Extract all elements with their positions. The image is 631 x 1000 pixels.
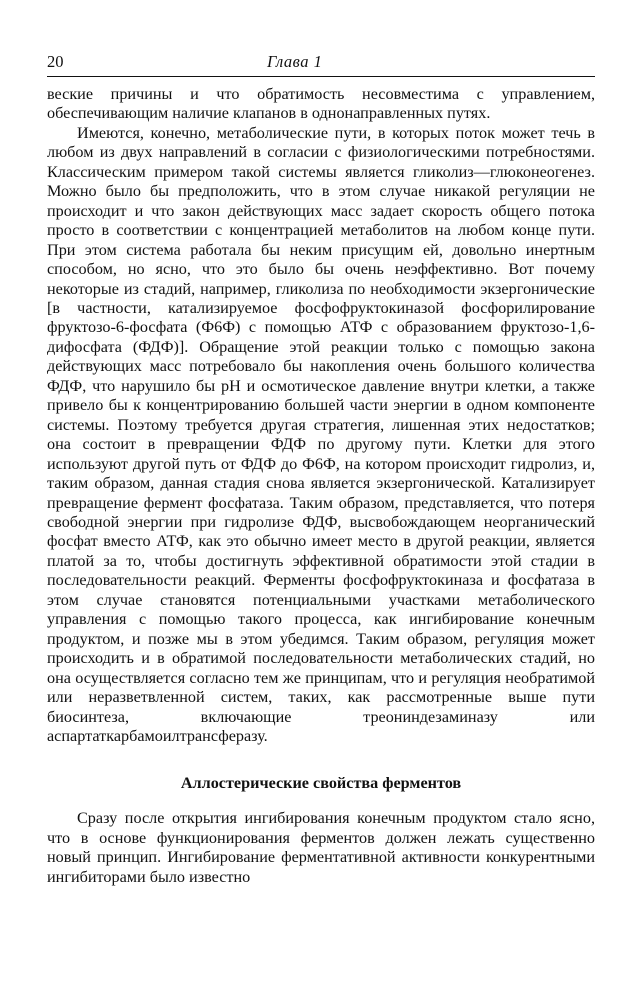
running-head <box>47 52 595 74</box>
paragraph-metabolic-paths: Имеются, конечно, метаболические пути, в которых поток может течь в любом из двух направлений в согласии с физиологическими потребностями. Классическим примером такой системы является гликолиз—глюконеогенез. Можно было бы предположить, что в этом случае никакой регуляции не происходит и что закон действующих масс задает скорость общего потока просто в соответствии с концентрацией метаболитов на любом конце пути. При этом система работала бы неким присущим ей, довольно инертным способом, но ясно, что это было бы очень неэффективно. Вот почему некоторые из стадий, например, гликолиза по необходимости экзергонические [в частности, катализируемое фосфофруктокиназой фосфорилирование фруктозо-6-фосфата (Ф6Ф) с помощью АТФ с образованием фруктозо-1,6-дифосфата (ФДФ)]. Обращение этой реакции только с помощью закона действующих масс потребовало бы накопления очень большого количества ФДФ, что нарушило бы рН и осмотическое давление внутри клетки, а также привело бы к концентрированию большей части энергии в одном компоненте системы. Поэтому требуется другая стратегия, лишенная этих недостатков; она состоит в превращении ФДФ по другому пути. Клетки для этого используют другой путь от ФДФ до Ф6Ф, на котором происходит гидролиз, и, таким образом, данная стадия снова является экзергонической. Катализирует превращение фермент фосфатаза. Таким образом, представляется, что потеря свободной энергии при гидролизе ФДФ, высвобождающем неорганический фосфат вместо АТФ, как это обычно имеет место в другой реакции, является платой за то, чтобы достигнуть эффективной обратимости этой стадии в последовательности реакций. Ферменты фосфофруктокиназа и фосфатаза в этом случае становятся потенциальными участками метаболического управления с помощью такого процесса, как ингибирование конечным продуктом, и позже мы в этом убедимся. Таким образом, регуляция может происходить и в обратимой последовательности метаболических стадий, но она осуществляется согласно тем же принципам, что и регуляция необратимой или неразветвленной систем, таких, как рассмотренные выше пути биосинтеза, включающие треониндезаминазу или аспартаткарбамоилтрансферазу. <box>47 123 595 745</box>
chapter-title: Глава 1 <box>267 52 323 71</box>
paragraph-continuation: веские причины и что обратимость несовместима с управлением, обеспечивающим наличие клапанов в однонаправленных путях. <box>47 85 595 123</box>
section-heading: Аллостерические свойства ферментов <box>180 774 462 793</box>
paragraph-allosteric: Сразу после открытия ингибирования конечным продуктом стало ясно, что в основе функционирования ферментов должен лежать существенно новый принцип. Ингибирование ферментативной активности конкурентными ингибиторами было известно <box>47 809 595 886</box>
header-rule <box>47 76 595 77</box>
book-page <box>47 52 595 887</box>
page-number: 20 <box>47 52 64 71</box>
body-text <box>47 85 595 887</box>
